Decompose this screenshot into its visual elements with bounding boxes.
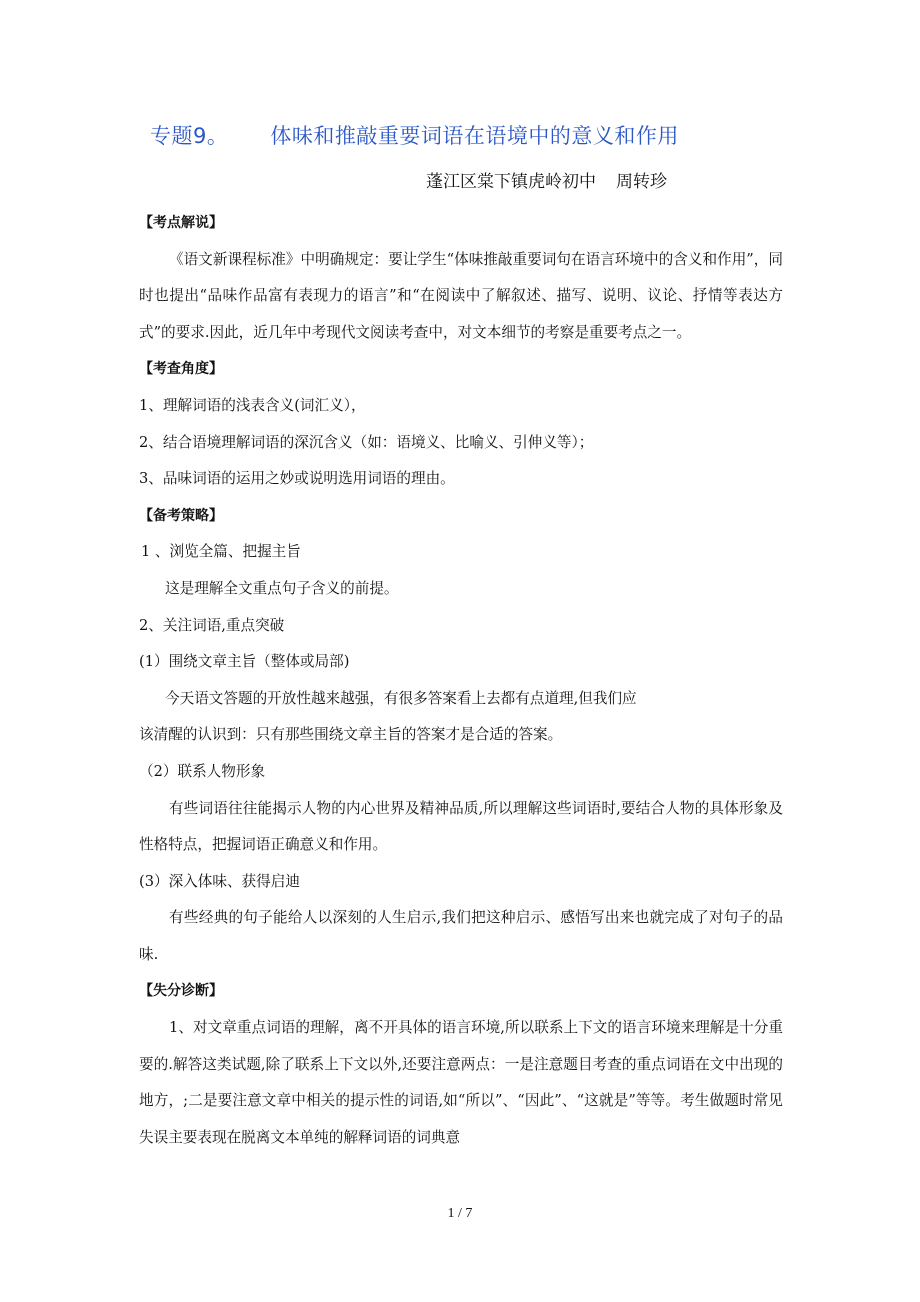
document-body bbox=[139, 205, 783, 1156]
document-title bbox=[150, 120, 679, 150]
kaocha-item-3: 3、品味词语的运用之妙或说明选用词语的理由。 bbox=[139, 470, 455, 488]
topic-number: 专题9。 bbox=[150, 124, 229, 148]
beikao-step-1: 1 、浏览全篇、把握主旨 bbox=[141, 543, 301, 561]
title-text: 体味和推敲重要词语在语境中的意义和作用 bbox=[270, 124, 679, 148]
beikao-step-2: 2、关注词语,重点突破 bbox=[139, 616, 285, 634]
beikao-sub-2: （2）联系人物形象 bbox=[139, 762, 266, 780]
beikao-sub-3-text: 有些经典的句子能给人以深刻的人生启示,我们把这种启示、感悟写出来也就完成了对句子的品味. bbox=[139, 909, 783, 963]
beikao-sub-2-text: 有些词语往往能揭示人物的内心世界及精神品质,所以理解这些词语时,要结合人物的具体形象及性格特点，把握词语正确意义和作用。 bbox=[139, 799, 783, 854]
section-heading-shifen: 【失分诊断】 bbox=[139, 983, 223, 1000]
kaocha-item-1: 1、理解词语的浅表含义(词汇义）， bbox=[139, 396, 366, 414]
author-line bbox=[426, 167, 667, 192]
section-heading-kaocha: 【考查角度】 bbox=[139, 361, 223, 378]
beikao-sub-3: (3）深入体味、获得启迪 bbox=[139, 872, 300, 890]
beikao-sub-1-line-2: 该清醒的认识到：只有那些围绕文章主旨的答案才是合适的答案。 bbox=[139, 726, 563, 744]
kaocha-item-2: 2、结合语境理解词语的深沉含义（如：语境义、比喻义、引伸义等）； bbox=[139, 433, 594, 451]
shifen-paragraph: 1、对文章重点词语的理解，离不开具体的语言环境,所以联系上下文的语言环境来理解是十分重要的.解答这类试题,除了联系上下文以外,还要注意两点：一是注意题目考查的重点词语在文中出现的地方，;二是要注意文章中相关的提示性的词语,如“所以”、“因此”、“这就是”等等。考生做题时常见失误主要表现在脱离文本单纯的解释词语的词典意 bbox=[139, 1019, 783, 1146]
section-heading-kaodian: 【考点解说】 bbox=[139, 215, 223, 231]
section-heading-beikao: 【备考策略】 bbox=[139, 507, 223, 524]
beikao-sub-1: (1）围绕文章主旨（整体或局部) bbox=[139, 653, 350, 671]
beikao-step-1-text: 这是理解全文重点句子含义的前提。 bbox=[165, 579, 399, 597]
author-school: 蓬江区棠下镇虎岭初中 bbox=[426, 172, 596, 192]
kaodian-paragraph: 《语文新课程标准》中明确规定：要让学生“体味推敲重要词句在语言环境中的含义和作用”，同时也提出“品味作品富有表现力的语言”和“在阅读中了解叙述、描写、说明、议论、抒情等表达方式”的要求.因此，近几年中考现代文阅读考查中，对文本细节的考察是重要考点之一。 bbox=[139, 250, 783, 341]
author-name: 周转珍 bbox=[616, 172, 667, 192]
page-number: 1 / 7 bbox=[447, 1206, 473, 1221]
beikao-sub-1-line-1: 今天语文答题的开放性越来越强，有很多答案看上去都有点道理,但我们应 bbox=[165, 689, 637, 707]
